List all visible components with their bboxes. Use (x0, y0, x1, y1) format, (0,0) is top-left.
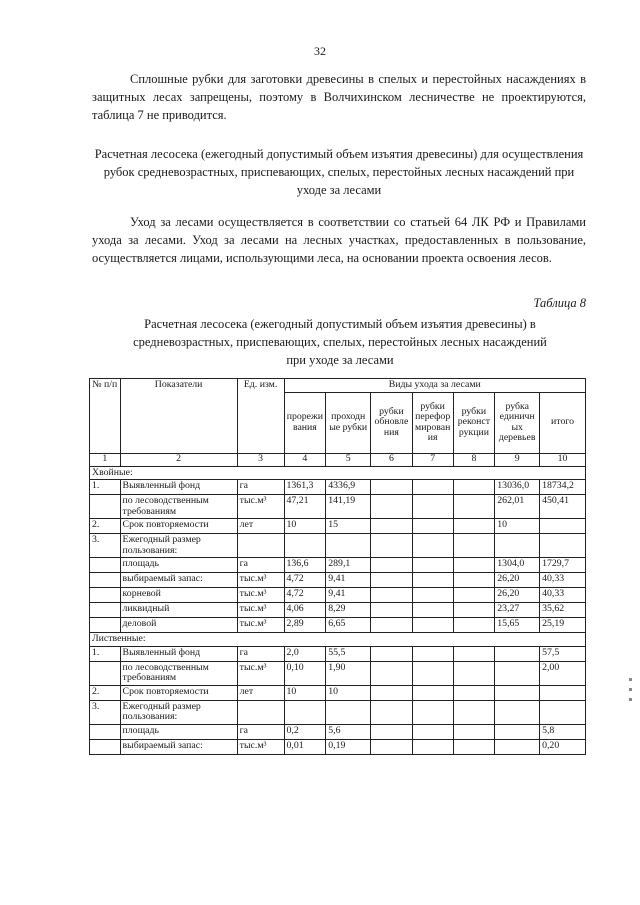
value-cell: 1304,0 (495, 558, 540, 573)
table-row (90, 519, 586, 534)
value-cell: 9,41 (326, 588, 371, 603)
column-number: 2 (120, 453, 237, 466)
value-cell (284, 700, 326, 724)
value-cell: 450,41 (540, 495, 586, 519)
value-cell: 35,62 (540, 603, 586, 618)
indicator-cell: площадь (120, 724, 237, 739)
table-row (90, 685, 586, 700)
unit-cell: га (237, 558, 284, 573)
unit-cell: га (237, 646, 284, 661)
row-number (90, 661, 121, 685)
row-number: 3. (90, 700, 121, 724)
value-cell (371, 558, 413, 573)
value-cell (453, 495, 495, 519)
value-cell: 0,01 (284, 739, 326, 754)
value-cell (412, 661, 453, 685)
header-num: № п/п (90, 379, 121, 454)
value-cell (326, 700, 371, 724)
group-label: Лиственные: (90, 633, 586, 647)
value-cell (412, 519, 453, 534)
unit-cell: лет (237, 685, 284, 700)
value-cell: 15 (326, 519, 371, 534)
table-body (90, 466, 586, 754)
column-number: 4 (284, 453, 326, 466)
value-cell (412, 588, 453, 603)
value-cell (540, 685, 586, 700)
value-cell: 1729,7 (540, 558, 586, 573)
value-cell: 2,00 (540, 661, 586, 685)
value-cell: 40,33 (540, 573, 586, 588)
unit-cell: тыс.м³ (237, 588, 284, 603)
value-cell: 2,89 (284, 618, 326, 633)
value-cell (540, 700, 586, 724)
paragraph-forest-care: Уход за лесами осуществляется в соответствии со статьей 64 ЛК РФ и Правилами ухода за лесами. Уход за лесами на лесных участках, предоставленных в пользование, осуществляется лицами, использующими леса, на основании проекта освоения лесов. (92, 215, 586, 265)
table-row (90, 558, 586, 573)
value-cell (495, 724, 540, 739)
value-cell (371, 685, 413, 700)
unit-cell: га (237, 480, 284, 495)
value-cell (371, 534, 413, 558)
value-cell (453, 588, 495, 603)
column-number: 3 (237, 453, 284, 466)
row-number (90, 739, 121, 754)
table-row (90, 739, 586, 754)
value-cell: 0,20 (540, 739, 586, 754)
subheader-cell: проходные рубки (326, 392, 371, 453)
unit-cell: тыс.м³ (237, 618, 284, 633)
value-cell: 18734,2 (540, 480, 586, 495)
value-cell: 141,19 (326, 495, 371, 519)
subheader-cell: рубка единичных деревьев (495, 392, 540, 453)
table-row (90, 646, 586, 661)
unit-cell: тыс.м³ (237, 573, 284, 588)
value-cell: 0,19 (326, 739, 371, 754)
indicator-cell: Выявленный фонд (120, 480, 237, 495)
subheader-cell: итого (540, 392, 586, 453)
table-title: Расчетная лесосека (ежегодный допустимый объем изъятия древесины) в средневозрастных, приспевающих, спелых, перестойных лесных насаждений при уходе за лесами (133, 317, 547, 367)
value-cell: 26,20 (495, 573, 540, 588)
value-cell: 13036,0 (495, 480, 540, 495)
column-number: 1 (90, 453, 121, 466)
group-label: Хвойные: (90, 466, 586, 480)
value-cell (371, 661, 413, 685)
value-cell (371, 495, 413, 519)
value-cell (412, 558, 453, 573)
header-unit: Ед. изм. (237, 379, 284, 454)
column-number: 7 (412, 453, 453, 466)
value-cell: 0,2 (284, 724, 326, 739)
row-number (90, 588, 121, 603)
value-cell (326, 534, 371, 558)
value-cell (371, 739, 413, 754)
value-cell (371, 603, 413, 618)
subheader-cell: рубки переформирования (412, 392, 453, 453)
value-cell (453, 480, 495, 495)
subheader-cell: рубки обновления (371, 392, 413, 453)
row-number (90, 618, 121, 633)
group-row (90, 466, 586, 480)
value-cell (371, 618, 413, 633)
unit-cell: тыс.м³ (237, 661, 284, 685)
value-cell (371, 588, 413, 603)
value-cell: 26,20 (495, 588, 540, 603)
table-row (90, 480, 586, 495)
row-number: 1. (90, 480, 121, 495)
value-cell: 10 (284, 685, 326, 700)
group-row (90, 633, 586, 647)
value-cell (412, 646, 453, 661)
value-cell: 6,65 (326, 618, 371, 633)
indicator-cell: выбираемый запас: (120, 739, 237, 754)
row-number: 1. (90, 646, 121, 661)
value-cell (371, 700, 413, 724)
subheader-cell: рубки реконструкции (453, 392, 495, 453)
value-cell: 47,21 (284, 495, 326, 519)
unit-cell: га (237, 724, 284, 739)
value-cell: 262,01 (495, 495, 540, 519)
value-cell (412, 480, 453, 495)
value-cell: 10 (284, 519, 326, 534)
value-cell (453, 534, 495, 558)
unit-cell: лет (237, 519, 284, 534)
value-cell (284, 534, 326, 558)
value-cell: 10 (326, 685, 371, 700)
row-number (90, 558, 121, 573)
column-number-row (90, 453, 586, 466)
value-cell: 25,19 (540, 618, 586, 633)
unit-cell: тыс.м³ (237, 739, 284, 754)
table-row (90, 588, 586, 603)
value-cell: 5,6 (326, 724, 371, 739)
value-cell: 1361,3 (284, 480, 326, 495)
indicator-cell: Срок повторяемости (120, 685, 237, 700)
margin-mark (629, 698, 632, 701)
value-cell (540, 534, 586, 558)
subheader-cell: прореживания (284, 392, 326, 453)
value-cell: 55,5 (326, 646, 371, 661)
row-number (90, 495, 121, 519)
table-row (90, 495, 586, 519)
indicator-cell: Ежегодный размер пользования: (120, 700, 237, 724)
page-number: 32 (314, 44, 326, 58)
indicator-cell: Срок повторяемости (120, 519, 237, 534)
value-cell: 4,72 (284, 573, 326, 588)
value-cell: 8,29 (326, 603, 371, 618)
value-cell (495, 700, 540, 724)
table-row (90, 724, 586, 739)
header-indicator: Показатели (120, 379, 237, 454)
value-cell (453, 661, 495, 685)
value-cell: 40,33 (540, 588, 586, 603)
row-number (90, 573, 121, 588)
value-cell: 57,5 (540, 646, 586, 661)
row-number (90, 603, 121, 618)
table-row (90, 534, 586, 558)
value-cell: 1,90 (326, 661, 371, 685)
table-row (90, 618, 586, 633)
value-cell: 23,27 (495, 603, 540, 618)
value-cell: 9,41 (326, 573, 371, 588)
indicator-cell: ликвидный (120, 603, 237, 618)
indicator-cell: выбираемый запас: (120, 573, 237, 588)
header-care-kinds: Виды ухода за лесами (284, 379, 586, 393)
value-cell (412, 573, 453, 588)
value-cell (495, 739, 540, 754)
value-cell: 0,10 (284, 661, 326, 685)
value-cell (412, 618, 453, 633)
value-cell (412, 739, 453, 754)
unit-cell: тыс.м³ (237, 495, 284, 519)
row-number (90, 724, 121, 739)
row-number: 3. (90, 534, 121, 558)
indicator-cell: Ежегодный размер пользования: (120, 534, 237, 558)
value-cell (495, 534, 540, 558)
value-cell: 4336,9 (326, 480, 371, 495)
value-cell: 2,0 (284, 646, 326, 661)
value-cell (453, 700, 495, 724)
column-number: 8 (453, 453, 495, 466)
value-cell: 4,72 (284, 588, 326, 603)
value-cell (453, 618, 495, 633)
indicator-cell: по лесоводственным требованиям (120, 661, 237, 685)
paragraph-clear-cutting: Сплошные рубки для заготовки древесины в спелых и перестойных насаждениях в защитных лесах запрещены, поэтому в Волчихинском лесничестве не проектируются, таблица 7 не приводится. (92, 72, 586, 122)
value-cell (453, 558, 495, 573)
indicator-cell: по лесоводственным требованиям (120, 495, 237, 519)
indicator-cell: деловой (120, 618, 237, 633)
table-label: Таблица 8 (533, 296, 586, 310)
value-cell: 289,1 (326, 558, 371, 573)
value-cell (453, 646, 495, 661)
unit-cell (237, 534, 284, 558)
value-cell (371, 480, 413, 495)
allowable-cut-table (89, 378, 586, 755)
value-cell: 5,8 (540, 724, 586, 739)
value-cell (453, 685, 495, 700)
margin-mark (629, 678, 632, 681)
indicator-cell: Выявленный фонд (120, 646, 237, 661)
indicator-cell: корневой (120, 588, 237, 603)
value-cell (371, 724, 413, 739)
value-cell: 136,6 (284, 558, 326, 573)
value-cell: 4,06 (284, 603, 326, 618)
row-number: 2. (90, 519, 121, 534)
row-number: 2. (90, 685, 121, 700)
table-row (90, 661, 586, 685)
value-cell (412, 603, 453, 618)
margin-mark (629, 688, 632, 691)
value-cell: 15,65 (495, 618, 540, 633)
value-cell (495, 661, 540, 685)
column-number: 5 (326, 453, 371, 466)
unit-cell: тыс.м³ (237, 603, 284, 618)
table-row (90, 603, 586, 618)
value-cell (453, 739, 495, 754)
value-cell (371, 519, 413, 534)
table-row (90, 573, 586, 588)
value-cell (371, 646, 413, 661)
unit-cell (237, 700, 284, 724)
value-cell (495, 685, 540, 700)
column-number: 10 (540, 453, 586, 466)
value-cell (540, 519, 586, 534)
value-cell (453, 573, 495, 588)
value-cell (412, 724, 453, 739)
column-number: 9 (495, 453, 540, 466)
value-cell (495, 646, 540, 661)
value-cell (412, 534, 453, 558)
value-cell (371, 573, 413, 588)
indicator-cell: площадь (120, 558, 237, 573)
value-cell (412, 495, 453, 519)
section-heading: Расчетная лесосека (ежегодный допустимый объем изъятия древесины) для осуществления рубок средневозрастных, приспевающих, спелых, перестойных лесных насаждений при уходе за лесами (94, 147, 584, 197)
column-number: 6 (371, 453, 413, 466)
value-cell: 10 (495, 519, 540, 534)
value-cell (453, 724, 495, 739)
value-cell (412, 685, 453, 700)
table-row (90, 700, 586, 724)
value-cell (453, 519, 495, 534)
value-cell (412, 700, 453, 724)
value-cell (453, 603, 495, 618)
